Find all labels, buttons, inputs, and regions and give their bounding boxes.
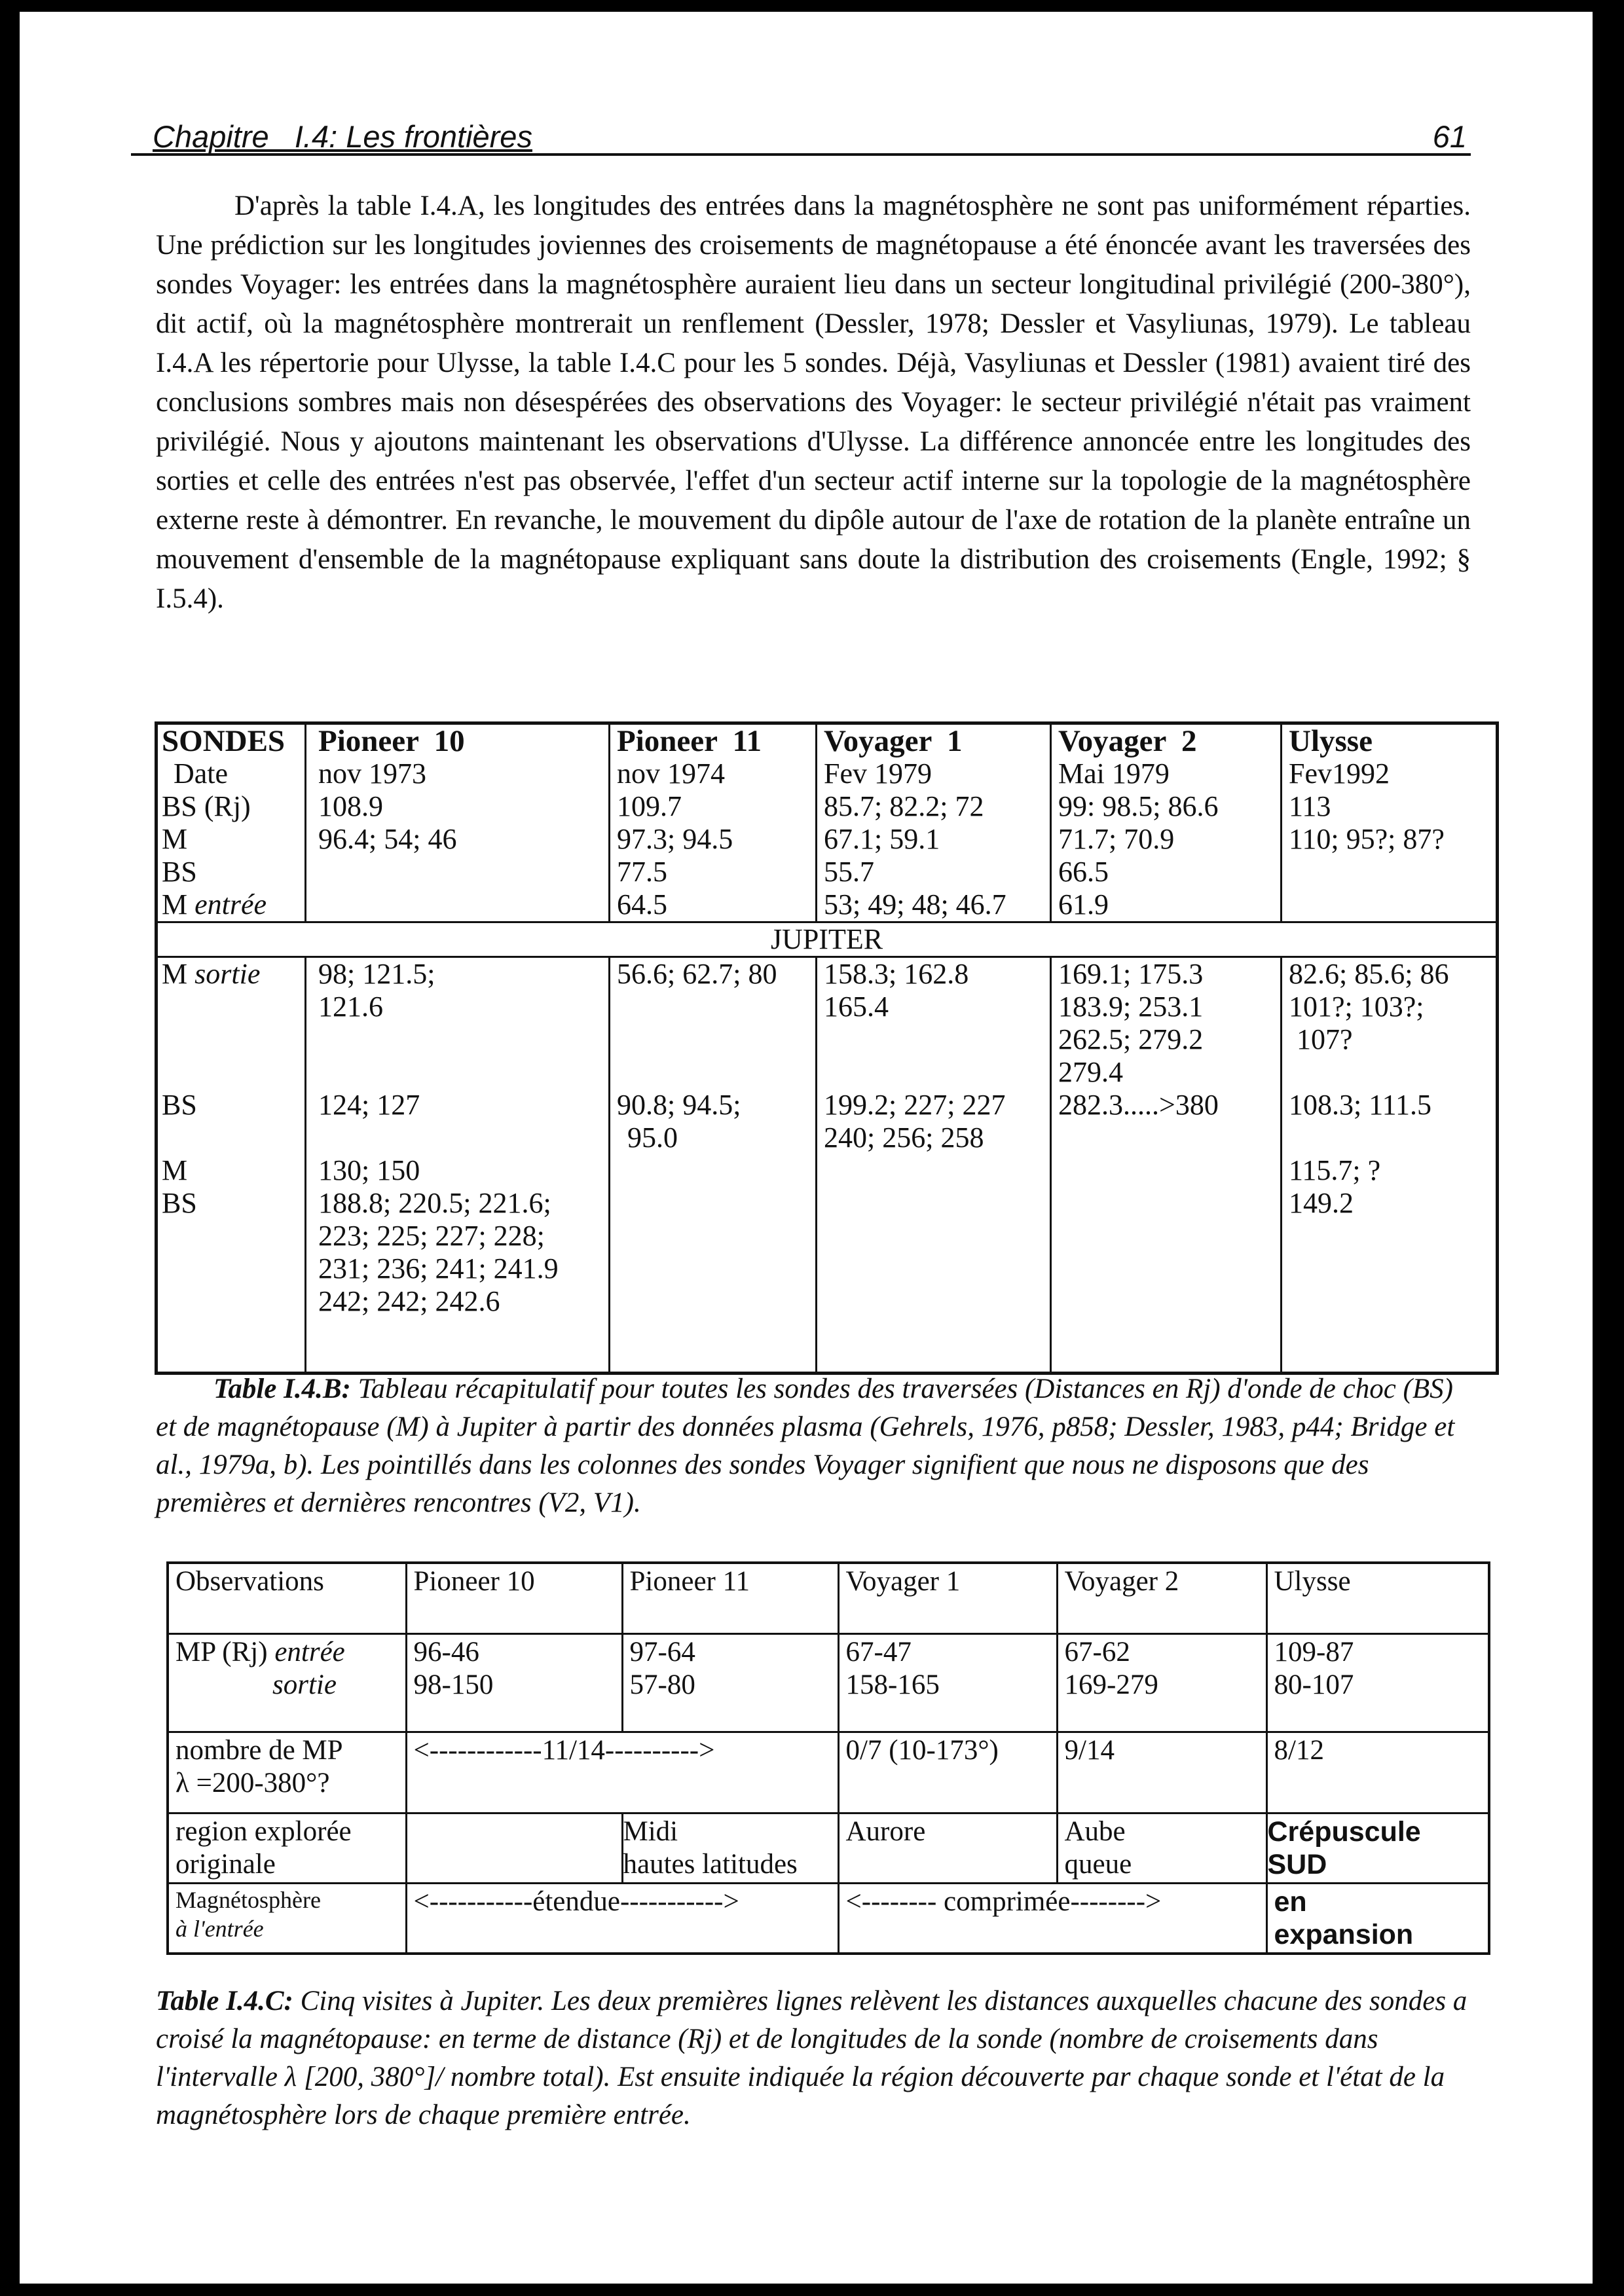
column-header: Ulysse (1289, 724, 1373, 758)
jupiter-divider: JUPITER (157, 922, 1498, 957)
column-header: SONDES (162, 724, 286, 758)
row-label: BS (162, 856, 197, 888)
table-cell: 9/14 (1057, 1732, 1266, 1813)
column-header: Voyager 2 (1058, 724, 1197, 758)
cell-value: 61.9 (1058, 888, 1109, 920)
cell-value: 101?; 103?; (1289, 991, 1424, 1023)
table-cell: 67-62 169-279 (1057, 1633, 1266, 1732)
row-label: BS (162, 1187, 197, 1219)
page-header (131, 113, 1471, 156)
table-cell: 96-46 98-150 (406, 1633, 622, 1732)
cell-value: 242; 242; 242.6 (318, 1285, 500, 1317)
table-cell: <------------11/14----------> (406, 1732, 838, 1813)
cell-value: Fev 1979 (824, 757, 932, 790)
table-cell: Aube queue (1057, 1813, 1266, 1883)
table-cell (1282, 723, 1498, 922)
table-i4c (166, 1561, 1490, 1955)
row-label: BS (Rj) (162, 790, 251, 822)
cell-value: 107? (1297, 1023, 1353, 1055)
row-label: BS (162, 1089, 197, 1121)
cell-value: 96.4; 54; 46 (318, 823, 457, 855)
table-cell: Crépuscule SUD (1266, 1813, 1489, 1883)
cell-value: 109.7 (617, 790, 682, 822)
cell-value: 113 (1289, 790, 1331, 822)
caption-text: Cinq visites à Jupiter. Les deux premières lignes relèvent les distances auxquelles chacune des sondes a croisé la magnétopause: en terme de distance (Rj) et de longitudes de la sonde (nombre de croisements dans l'intervalle λ [200, 380°]/ nombre total). Est ensuite indiquée la région découverte par chaque sonde et l'état de la magnétosphère lors de chaque première entrée. (156, 1986, 1467, 2130)
cell-value: Mai 1979 (1058, 757, 1170, 790)
table-cell: 0/7 (10-173°) (838, 1732, 1057, 1813)
table-cell (157, 723, 306, 922)
cell-value: 108.3; 111.5 (1289, 1089, 1431, 1121)
cell-value: 279.4 (1058, 1056, 1123, 1088)
table-cell (306, 957, 610, 1374)
table-row (168, 1813, 1489, 1883)
cell-value: 262.5; 279.2 (1058, 1023, 1204, 1055)
cell-value: 67.1; 59.1 (824, 823, 940, 855)
body-paragraph (156, 187, 1471, 619)
table-cell (306, 723, 610, 922)
table-cell (1282, 957, 1498, 1374)
cell-value: 130; 150 (318, 1154, 420, 1186)
cell-value: 110; 95?; 87? (1289, 823, 1445, 855)
caption-table-i4c (156, 1982, 1471, 2134)
cell-value: 115.7; ? (1289, 1154, 1381, 1186)
table-cell: Midi hautes latitudes (622, 1813, 838, 1883)
cell-value: 98; 121.5; (318, 958, 435, 990)
column-header: Voyager 1 (824, 724, 963, 758)
cell-value: 64.5 (617, 888, 667, 920)
row-label: nombre de MP λ =200-380°? (168, 1732, 406, 1813)
paragraph-text: D'après la table I.4.A, les longitudes des entrées dans la magnétosphère ne sont pas uniformément réparties. Une prédiction sur les longitudes joviennes des croisements de magnétopause a été énoncée avant les traversées des sondes Voyager: les entrées dans la magnétosphère auraient lieu dans un secteur longitudinal privilégié (200-380°), dit actif, où la magnétosphère montrerait un renflement (Dessler, 1978; Dessler et Vasyliunas, 1979). Le tableau I.4.A les répertorie pour Ulysse, la table I.4.C pour les 5 sondes. Déjà, Vasyliunas et Dessler (1981) avaient tiré des conclusions sombres mais non désespérées des observations des Voyager: le secteur privilégié n'était pas vraiment privilégié. Nous y ajoutons maintenant les observations d'Ulysse. La différence annoncée entre les longitudes des sorties et celle des entrées n'est pas observée, l'effet d'un secteur actif interne sur la topologie de la magnétosphère externe reste à démontrer. En revanche, le mouvement du dipôle autour de l'axe de rotation de la planète entraîne un mouvement d'ensemble de la magnétopause expliquant sans doute la distribution des croisements (Engle, 1992; § I.5.4). (156, 191, 1471, 614)
cell-value: 169.1; 175.3 (1058, 958, 1204, 990)
table-cell (1051, 723, 1282, 922)
table-cell (610, 723, 817, 922)
table-cell (817, 957, 1051, 1374)
cell-value: Fev1992 (1289, 757, 1390, 790)
cell-value: 165.4 (824, 991, 889, 1023)
cell-value: nov 1974 (617, 757, 725, 790)
table-cell: 97-64 57-80 (622, 1633, 838, 1732)
cell-value: 158.3; 162.8 (824, 958, 969, 990)
cell-value: 90.8; 94.5; (617, 1089, 741, 1121)
row-label: region explorée originale (168, 1813, 406, 1883)
cell-value: 108.9 (318, 790, 383, 822)
column-header: Pioneer 11 (622, 1563, 838, 1633)
column-header: Voyager 2 (1057, 1563, 1266, 1633)
table-cell: <-----------étendue-----------> (406, 1883, 838, 1954)
table-row (168, 1563, 1489, 1633)
cell-value: 124; 127 (318, 1089, 420, 1121)
cell-value: 82.6; 85.6; 86 (1289, 958, 1449, 990)
table-cell: Aurore (838, 1813, 1057, 1883)
row-label: M (162, 1154, 188, 1186)
row-label: MP (Rj) entrée sortie (168, 1633, 406, 1732)
cell-value: 240; 256; 258 (824, 1121, 984, 1154)
table-cell: 8/12 (1266, 1732, 1489, 1813)
cell-value: 56.6; 62.7; 80 (617, 958, 777, 990)
chapter-title: Chapitre I.4: Les frontières (153, 119, 532, 154)
column-header: Pioneer 11 (617, 724, 762, 758)
column-header: Voyager 1 (838, 1563, 1057, 1633)
column-header: Pioneer 10 (318, 724, 465, 758)
cell-value: 97.3; 94.5 (617, 823, 733, 855)
table-cell (1051, 957, 1282, 1374)
table-row (157, 957, 1498, 1374)
cell-value: 121.6 (318, 991, 383, 1023)
row-label: M sortie (162, 958, 261, 990)
caption-text: Tableau récapitulatif pour toutes les sondes des traversées (Distances en Rj) d'onde de choc (BS) et de magnétopause (M) à Jupiter à partir des données plasma (Gehrels, 1976, p858; Dessler, 1983, p44; Bridge et al., 1979a, b). Les pointillés dans les colonnes des sondes Voyager signifient que nous ne disposons que des premières et dernières rencontres (V2, V1). (156, 1374, 1455, 1518)
row-label: Magnétosphère à l'entrée (168, 1883, 406, 1954)
column-header: Pioneer 10 (406, 1563, 622, 1633)
row-label: Date (174, 757, 229, 790)
cell-value: 183.9; 253.1 (1058, 991, 1204, 1023)
table-row (157, 922, 1498, 957)
cell-value: 95.0 (627, 1121, 678, 1154)
cell-value: 188.8; 220.5; 221.6; (318, 1187, 551, 1219)
cell-value: 66.5 (1058, 856, 1109, 888)
cell-value: 231; 236; 241; 241.9 (318, 1252, 559, 1285)
row-label: M (162, 823, 188, 855)
table-row (157, 723, 1498, 922)
table-cell: 67-47 158-165 (838, 1633, 1057, 1732)
table-cell (157, 957, 306, 1374)
cell-value: 99: 98.5; 86.6 (1058, 790, 1219, 822)
table-cell: <-------- comprimée--------> (838, 1883, 1266, 1954)
table-row (168, 1883, 1489, 1954)
caption-label: Table I.4.B: (213, 1374, 351, 1404)
column-header: Observations (168, 1563, 406, 1633)
cell-value: 282.3.....>380 (1058, 1089, 1219, 1121)
cell-value: 149.2 (1289, 1187, 1354, 1219)
cell-value: 77.5 (617, 856, 667, 888)
cell-value: 55.7 (824, 856, 874, 888)
row-label: M entrée (162, 888, 267, 920)
table-cell (610, 957, 817, 1374)
table-cell: en expansion (1266, 1883, 1489, 1954)
cell-value: 199.2; 227; 227 (824, 1089, 1006, 1121)
table-row (168, 1732, 1489, 1813)
cell-value: 53; 49; 48; 46.7 (824, 888, 1006, 920)
table-cell: 109-87 80-107 (1266, 1633, 1489, 1732)
table-cell (406, 1813, 622, 1883)
caption-label: Table I.4.C: (156, 1986, 293, 2016)
page-number: 61 (1432, 119, 1467, 154)
cell-value: 223; 225; 227; 228; (318, 1220, 545, 1252)
caption-table-i4b (156, 1370, 1471, 1522)
cell-value: 71.7; 70.9 (1058, 823, 1175, 855)
table-i4b (155, 721, 1499, 1375)
table-row (168, 1633, 1489, 1732)
cell-value: nov 1973 (318, 757, 426, 790)
column-header: Ulysse (1266, 1563, 1489, 1633)
cell-value: 85.7; 82.2; 72 (824, 790, 984, 822)
table-cell (817, 723, 1051, 922)
